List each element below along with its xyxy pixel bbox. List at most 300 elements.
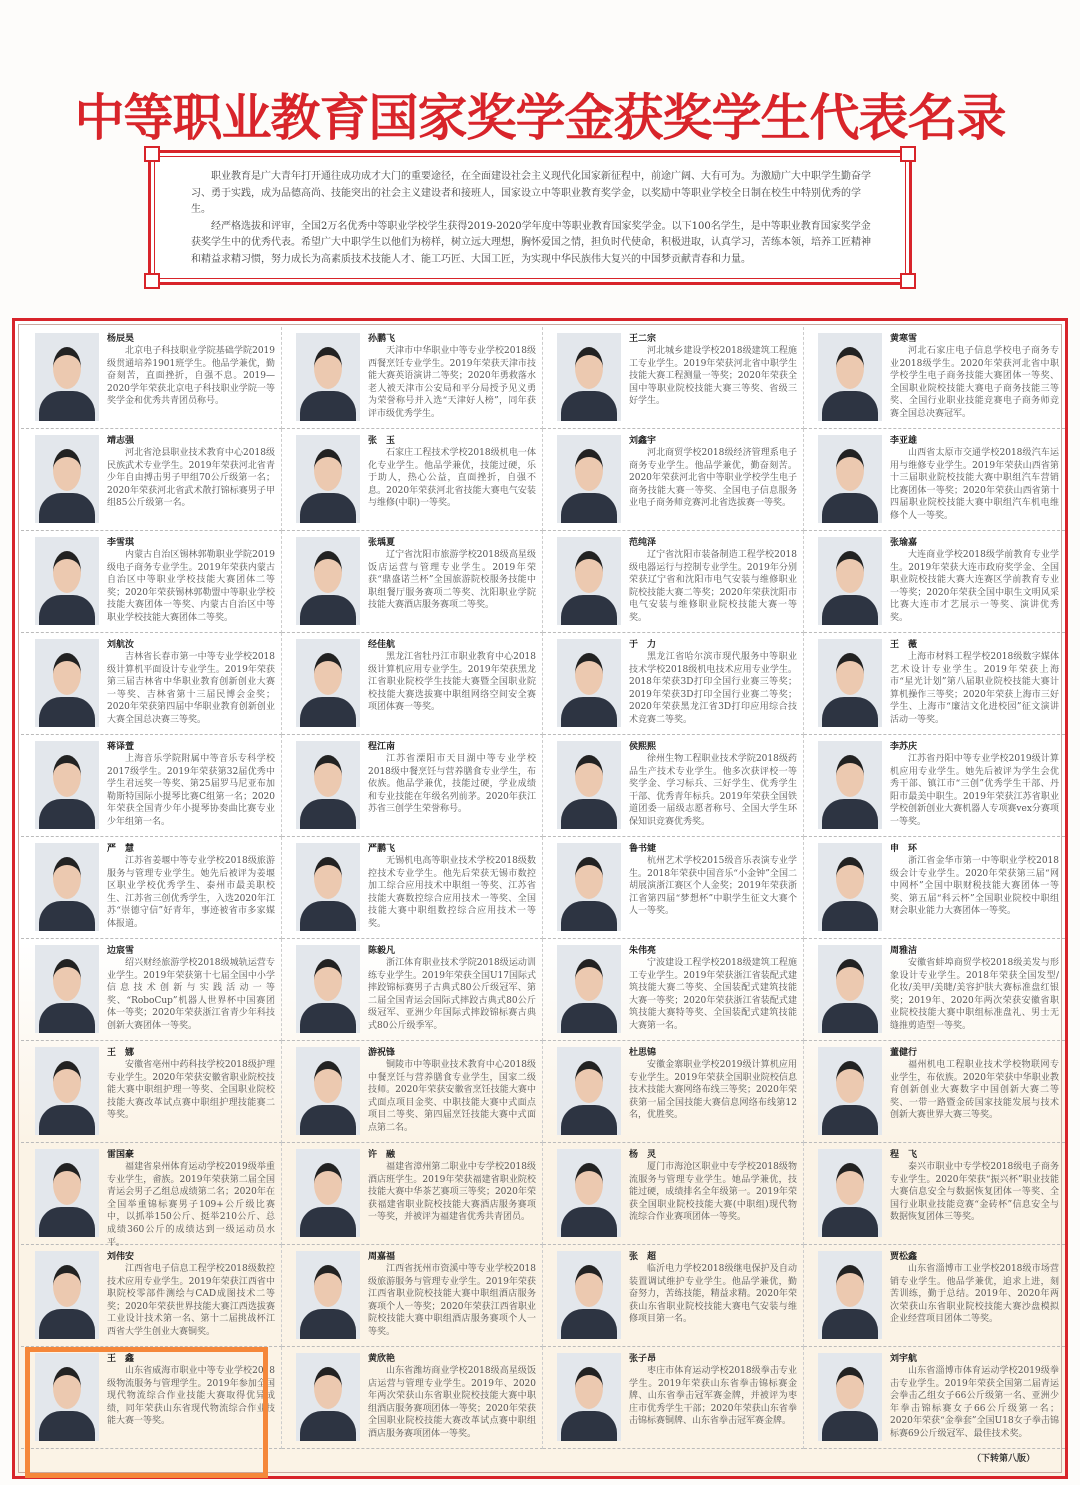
student-entry xyxy=(804,939,1065,1041)
student-photo xyxy=(557,435,621,523)
student-info xyxy=(368,741,536,816)
head-shape xyxy=(314,347,342,389)
student-photo xyxy=(818,945,882,1033)
student-name: 李雪琪 xyxy=(107,538,135,548)
student-bio: 山东省淄博市工业学校2018级市场营销专业学生。他品学兼优，追求上进，刻苦训练，勤于总结。2019年、2020年两次荣获山东省职业院校技能大赛沙盘模拟企业经营项目团体二等奖。 xyxy=(890,1264,1059,1325)
head-shape xyxy=(836,1367,864,1409)
student-bio: 河北商贸学校2018级经济管理系电子商务专业学生。他品学兼优，勤奋刻苦。2020年荣获河北省中等职业学校学生电子商务技能大赛一等奖、全国电子信息服务业电子商务师竞赛河北省选拔赛一等奖。 xyxy=(629,448,797,509)
student-bio: 枣庄市体育运动学校2018级拳击专业学生。2019年荣获山东省拳击锦标赛金牌、山东省拳击冠军赛金牌，并被评为枣庄市优秀学生干部；2020年荣获山东省拳击锦标赛铜牌、山东省拳击冠军赛金牌。 xyxy=(629,1366,797,1427)
shoulders-shape xyxy=(822,391,878,421)
student-name: 申 环 xyxy=(890,844,918,854)
shoulders-shape xyxy=(561,595,617,625)
student-bio: 厦门市海沧区职业中专学校2018级物流服务与管理专业学生。她品学兼优，技能过硬，成绩排名全年级第一。2019年荣获全国职业院校技能大赛(中职组)现代物流综合作业赛项团体一等奖。 xyxy=(629,1162,797,1223)
student-photo xyxy=(35,741,99,829)
head-shape xyxy=(314,1265,342,1307)
student-name: 靖志强 xyxy=(107,436,135,446)
shoulders-shape xyxy=(300,1105,356,1135)
student-photo xyxy=(35,1047,99,1135)
student-bio: 黑龙江省哈尔滨市现代服务中等职业技术学校2018级机电技术应用专业学生。2018年荣获3D打印全国行业赛三等奖；2019年荣获3D打印全国行业赛二等奖；2020年荣获黑龙江省3D打印应用综合技术竞赛二等奖。 xyxy=(629,652,797,725)
student-entry xyxy=(282,1347,543,1449)
head-shape xyxy=(53,1061,81,1103)
head-shape xyxy=(53,347,81,389)
student-photo xyxy=(818,843,882,931)
student-entry xyxy=(282,1143,543,1245)
head-shape xyxy=(575,1163,603,1205)
student-name: 王 薇 xyxy=(890,640,918,650)
student-bio: 福建省泉州体育运动学校2019级举重专业学生，畲族。2019年荣获第二届全国青运会男子乙组总成绩第二名；2020年在全国举重锦标赛男子109+公斤级比赛中，以抓举150公斤、挺举210公斤、总成绩360公斤的成绩达到一级运动员水平。 xyxy=(107,1162,275,1248)
student-grid xyxy=(21,327,1065,1449)
head-shape xyxy=(53,653,81,695)
shoulders-shape xyxy=(39,697,95,727)
student-list-frame xyxy=(12,318,1068,1479)
student-info xyxy=(629,741,797,829)
student-entry xyxy=(804,1143,1065,1245)
student-entry xyxy=(543,1245,804,1347)
student-name: 王二宗 xyxy=(629,334,657,344)
student-bio: 吉林省长春市第一中等专业学校2018级计算机平面设计专业学生。2019年荣获第三届吉林省中华职业教育创新创业大赛一等奖、吉林省第十三届民博会金奖；2020年荣获第四届中华职业教育创新创业大赛全国总决赛三等奖。 xyxy=(107,652,275,725)
student-photo xyxy=(557,1047,621,1135)
student-name: 鲁书婕 xyxy=(629,844,657,854)
student-name: 孙鹏飞 xyxy=(368,334,396,344)
student-info xyxy=(629,435,797,510)
student-info xyxy=(368,435,536,510)
student-photo xyxy=(557,1353,621,1441)
student-entry xyxy=(282,633,543,735)
shoulders-shape xyxy=(300,1411,356,1441)
corner-ornament xyxy=(900,146,916,162)
student-photo xyxy=(296,333,360,421)
student-info xyxy=(368,1149,536,1224)
student-name: 刘宇航 xyxy=(890,1354,918,1364)
shoulders-shape xyxy=(300,595,356,625)
student-photo xyxy=(818,1047,882,1135)
student-photo xyxy=(35,639,99,727)
student-photo xyxy=(557,945,621,1033)
student-name: 许 融 xyxy=(368,1150,396,1160)
student-entry xyxy=(543,327,804,429)
student-info xyxy=(368,537,536,612)
student-bio: 河北城乡建设学校2018级建筑工程施工专业学生。2019年荣获河北省中职学生技能大赛工程测量一等奖；2020年荣获全国中等职业院校技能大赛三等奖、省级三好学生。 xyxy=(629,346,797,407)
student-photo xyxy=(557,333,621,421)
student-photo xyxy=(296,945,360,1033)
student-entry xyxy=(543,939,804,1041)
student-info xyxy=(368,1251,536,1339)
student-photo xyxy=(35,435,99,523)
student-name: 周雅洁 xyxy=(890,946,918,956)
student-photo xyxy=(35,537,99,625)
student-name: 张 超 xyxy=(629,1252,657,1262)
student-bio: 江苏省丹阳中等专业学校2019级计算机应用专业学生。她先后被评为学生会优秀干部、镇江市“三创”优秀学生干部、丹阳市最美中职生。2019年荣获江苏省职业学校创新创业大赛机器人专项赛vex分赛项一等奖。 xyxy=(890,754,1059,827)
student-name: 张 玉 xyxy=(368,436,396,446)
head-shape xyxy=(314,755,342,797)
shoulders-shape xyxy=(822,1309,878,1339)
student-bio: 江苏省姜堰中等专业学校2018级旅游服务与管理专业学生。她先后被评为姜堰区职业学校优秀学生、泰州市最美职校生、江苏省三创优秀学生，入选2020年江苏“崇德守信”好青年，事迹被省市多家媒体报道。 xyxy=(107,856,275,929)
student-name: 贾松鑫 xyxy=(890,1252,918,1262)
student-photo xyxy=(818,1353,882,1441)
head-shape xyxy=(575,1061,603,1103)
student-info xyxy=(629,1149,797,1224)
student-entry xyxy=(543,1041,804,1143)
student-bio: 江苏省溧阳市天目湖中等专业学校2018级中餐烹饪与营养膳食专业学生，布依族。他品学兼优，技能过硬，学业成绩和专业技能在年级名列前茅。2020年获江苏省三创学生荣誉称号。 xyxy=(368,754,536,815)
student-name: 王 娜 xyxy=(107,1048,135,1058)
head-shape xyxy=(836,1265,864,1307)
shoulders-shape xyxy=(300,697,356,727)
head-shape xyxy=(575,1367,603,1409)
student-photo xyxy=(296,537,360,625)
student-entry xyxy=(21,633,282,735)
student-entry xyxy=(543,531,804,633)
student-entry xyxy=(804,1041,1065,1143)
student-bio: 山东省潍坊商业学校2018级高星级饭店运营与管理专业学生。2019年、2020年两次荣获山东省职业院校技能大赛中职组酒店服务赛项团体一等奖；2020年荣获全国职业院校技能大赛改革试点赛中职组酒店服务赛项团体一等奖。 xyxy=(368,1366,536,1439)
student-bio: 杭州艺术学校2015级音乐表演专业学生。2018年荣获中国音乐“小金钟”全国二胡展演浙江赛区个人金奖；2019年荣获浙江省第四届“梦想杯”中职学生征文大赛个人一等奖。 xyxy=(629,856,797,917)
student-bio: 铜陵市中等职业技术教育中心2018级中餐烹饪与营养膳食专业学生，国家二级技师。2020年荣获安徽省烹饪技能大赛中式面点项目金奖、中职技能大赛中式面点项目二等奖、第四届烹饪技能大赛中式面点第二名。 xyxy=(368,1060,536,1133)
student-photo xyxy=(35,1251,99,1339)
student-bio: 辽宁省沈阳市旅游学校2018级高星级饭店运营与管理专业学生。2019年荣获“鼎盛诺兰杯”全国旅游院校服务技能中职组餐厅服务赛项二等奖、沈阳职业学院技能大赛酒店服务赛项二等奖。 xyxy=(368,550,536,611)
student-info xyxy=(107,333,275,408)
student-name: 范纯泽 xyxy=(629,538,657,548)
student-photo xyxy=(818,741,882,829)
student-info xyxy=(890,1251,1059,1326)
head-shape xyxy=(836,857,864,899)
student-photo xyxy=(557,1251,621,1339)
student-bio: 福建省漳州第二职业中专学校2018级酒店班学生。2019年荣获福建省职业院校技能大赛中华茶艺赛项三等奖；2020年荣获福建省职业院校技能大赛酒店服务赛项一等奖，并被评为福建省优秀共青团员。 xyxy=(368,1162,536,1223)
student-info xyxy=(629,639,797,727)
shoulders-shape xyxy=(39,1003,95,1033)
student-bio: 河北省沧县职业技术教育中心2018级民族武术专业学生。2019年荣获河北省青少年自由搏击男子甲组70公斤级第一名；2020年荣获河北省武术散打锦标赛男子甲组85公斤级第一名。 xyxy=(107,448,275,509)
student-info xyxy=(629,945,797,1033)
student-info xyxy=(890,1353,1059,1441)
student-bio: 黑龙江省牡丹江市职业教育中心2018级计算机应用专业学生。2019年荣获黑龙江省职业院校学生技能大赛暨全国职业院校技能大赛选拔赛中职组网络空间安全赛项团体赛一等奖。 xyxy=(368,652,536,713)
student-name: 李亚雄 xyxy=(890,436,918,446)
student-name: 于 力 xyxy=(629,640,657,650)
head-shape xyxy=(314,959,342,1001)
student-entry xyxy=(282,531,543,633)
student-entry xyxy=(282,939,543,1041)
student-info xyxy=(107,945,275,1033)
student-bio: 上海音乐学院附属中等音乐专科学校2017级学生。2019年荣获第32届优秀中学生君远奖一等奖、第25届罗马尼亚布加勒斯特国际小提琴比赛C组第一名；2020年荣获全国青少年小提琴协奏曲比赛专业少年组第一名。 xyxy=(107,754,275,827)
head-shape xyxy=(836,755,864,797)
student-name: 蒋译萱 xyxy=(107,742,135,752)
student-name: 程江南 xyxy=(368,742,396,752)
student-info xyxy=(107,537,275,625)
student-photo xyxy=(296,1149,360,1237)
student-bio: 安徽省蚌埠商贸学校2018级美发与形象设计专业学生。2018年荣获全国发型/化妆/美甲/美睫/美容护肤大赛标准盘红银奖；2019年、2020年两次荣获安徽省职业院校技能大赛中职组标准盘礼、男士无缝推剪造型一等奖。 xyxy=(890,958,1059,1031)
student-info xyxy=(890,1047,1059,1122)
student-photo xyxy=(818,639,882,727)
student-photo xyxy=(557,639,621,727)
student-name: 侯熙熙 xyxy=(629,742,657,752)
head-shape xyxy=(53,1265,81,1307)
student-name: 朱伟亮 xyxy=(629,946,657,956)
head-shape xyxy=(53,857,81,899)
student-info xyxy=(368,333,536,421)
student-info xyxy=(890,1149,1059,1224)
student-bio: 泰兴市职业中专学校2018级电子商务专业学生。2020年荣获“振兴杯”职业技能大赛信息安全与数据恢复团体一等奖、全国行业职业技能竞赛“金砖杯”信息安全与数据恢复团体三等奖。 xyxy=(890,1162,1059,1223)
student-bio: 大连商业学校2018级学前教育专业学生。2019年荣获大连市政府奖学金、全国职业院校技能大赛大连赛区学前教育专业一等奖；2020年荣获全国中职生文明风采比赛大连市才艺展示一等奖、演讲优秀奖。 xyxy=(890,550,1059,623)
head-shape xyxy=(575,755,603,797)
shoulders-shape xyxy=(39,1207,95,1237)
head-shape xyxy=(836,347,864,389)
shoulders-shape xyxy=(822,493,878,523)
student-entry xyxy=(804,327,1065,429)
student-info xyxy=(368,639,536,714)
head-shape xyxy=(314,1367,342,1409)
head-shape xyxy=(53,755,81,797)
shoulders-shape xyxy=(39,391,95,421)
shoulders-shape xyxy=(39,799,95,829)
student-info xyxy=(368,1353,536,1441)
student-name: 游祝锋 xyxy=(368,1048,396,1058)
shoulders-shape xyxy=(822,697,878,727)
student-info xyxy=(107,1047,275,1122)
shoulders-shape xyxy=(561,799,617,829)
student-name: 张瑜嘉 xyxy=(890,538,918,548)
student-info xyxy=(890,843,1059,918)
student-entry xyxy=(282,735,543,837)
head-shape xyxy=(836,551,864,593)
student-entry xyxy=(21,1041,282,1143)
corner-ornament xyxy=(900,273,916,289)
student-bio: 绍兴财经旅游学校2018级城轨运营专业学生。2019年荣获第十七届全国中小学信息技术创新与实践活动一等奖、“RoboCup”机器人世界杯中国赛团体一等奖；2020年荣获浙江省青少年科技创新大赛团体一等奖。 xyxy=(107,958,275,1031)
shoulders-shape xyxy=(822,799,878,829)
student-entry xyxy=(804,1245,1065,1347)
student-name: 张子昂 xyxy=(629,1354,657,1364)
student-name: 刘鑫宇 xyxy=(629,436,657,446)
head-shape xyxy=(836,449,864,491)
student-name: 刘伟安 xyxy=(107,1252,135,1262)
student-info xyxy=(890,741,1059,829)
shoulders-shape xyxy=(300,1207,356,1237)
student-photo xyxy=(296,1047,360,1135)
student-bio: 临沂电力学校2018级继电保护及自动装置调试维护专业学生。他品学兼优，勤奋努力，苦练技能，精益求精。2020年荣获山东省职业院校技能大赛电气安装与维修项目第一名。 xyxy=(629,1264,797,1325)
shoulders-shape xyxy=(300,1309,356,1339)
student-bio: 内蒙古自治区锡林郭勒职业学院2019级电子商务专业学生。2019年荣获内蒙古自治区中等职业学校技能大赛团体二等奖；2020年荣获锡林郭勒盟中等职业学校技能大赛团体一等奖、内蒙古自治区中等职业学校技能大赛团体二等奖。 xyxy=(107,550,275,623)
student-info xyxy=(107,639,275,727)
student-info xyxy=(629,1251,797,1326)
student-name: 刘航汝 xyxy=(107,640,135,650)
student-info xyxy=(629,1353,797,1428)
student-info xyxy=(629,843,797,918)
shoulders-shape xyxy=(822,1105,878,1135)
student-info xyxy=(368,1047,536,1135)
student-info xyxy=(629,537,797,625)
student-info xyxy=(890,333,1059,421)
student-info xyxy=(890,639,1059,727)
corner-ornament xyxy=(144,273,160,289)
student-bio: 上海市材料工程学校2018级数字媒体艺术设计专业学生。2019年荣获上海市“星光计划”第八届职业院校技能大赛计算机操作三等奖；2020年荣获上海市三好学生、上海市“廉洁文化进校园”征文演讲活动一等奖。 xyxy=(890,652,1059,725)
student-photo xyxy=(818,1149,882,1237)
student-photo xyxy=(296,1251,360,1339)
student-entry xyxy=(21,1245,282,1347)
student-entry xyxy=(282,327,543,429)
shoulders-shape xyxy=(300,799,356,829)
student-entry xyxy=(804,531,1065,633)
student-info xyxy=(629,1047,797,1122)
shoulders-shape xyxy=(300,901,356,931)
shoulders-shape xyxy=(822,901,878,931)
student-entry xyxy=(21,531,282,633)
head-shape xyxy=(575,449,603,491)
head-shape xyxy=(575,959,603,1001)
head-shape xyxy=(836,1163,864,1205)
head-shape xyxy=(575,347,603,389)
student-entry xyxy=(282,429,543,531)
shoulders-shape xyxy=(822,1411,878,1441)
student-photo xyxy=(818,537,882,625)
student-entry xyxy=(543,429,804,531)
shoulders-shape xyxy=(561,493,617,523)
student-photo xyxy=(35,333,99,421)
head-shape xyxy=(53,1163,81,1205)
shoulders-shape xyxy=(561,1411,617,1441)
student-name: 边宸雪 xyxy=(107,946,135,956)
student-bio: 石家庄工程技术学校2018级机电一体化专业学生。他品学兼优，技能过硬，乐于助人，热心公益，直面挫折，自强不息。2020年荣获河北省技能大赛电气安装与维修(中职)一等奖。 xyxy=(368,448,536,509)
student-photo xyxy=(557,1149,621,1237)
student-bio: 浙江体育职业技术学院2018级运动训练专业学生。2019年荣获全国U17国际式摔跤锦标赛男子古典式80公斤级冠军、第二届全国青运会国际式摔跤古典式80公斤级冠军、亚洲少年国际式摔跤锦标赛古典式80公斤级季军。 xyxy=(368,958,536,1031)
student-name: 王 鑫 xyxy=(107,1354,135,1364)
student-bio: 福州机电工程职业技术学校物联网专业学生，布依族。2020年荣获中华职业教育创新创业大赛数字中国创新大赛二等奖、一带一路暨金砖国家技能发展与技术创新大赛世界大赛三等奖。 xyxy=(890,1060,1059,1121)
student-entry xyxy=(804,735,1065,837)
intro-paragraph: 经严格选拔和评审，全国2万名优秀中等职业学校学生获得2019-2020学年度中等职业教育国家奖学金。以下100名学生，是中等职业教育国家奖学金获奖学生中的优秀代表。希望广大中职学生以他们为榜样，树立远大理想，胸怀爱国之情，担负时代使命，积极进取，认真学习，苦练本领，培养工匠精神和精益求精习惯，努力成长为高素质技术技能人才、能工巧匠、大国工匠，为实现中华民族伟大复兴的中国梦贡献青春和力量。 xyxy=(191,220,871,265)
student-name: 严鹏飞 xyxy=(368,844,396,854)
shoulders-shape xyxy=(561,1207,617,1237)
student-entry xyxy=(21,1143,282,1248)
student-name: 张瑀夏 xyxy=(368,538,396,548)
student-info xyxy=(890,945,1059,1033)
page-title: 中等职业教育国家奖学金获奖学生代表名录 xyxy=(74,88,1006,147)
student-entry xyxy=(543,1143,804,1245)
student-info xyxy=(107,435,275,510)
student-bio: 北京电子科技职业学院基础学院2019级贯通培养1901班学生。他品学兼优，勤奋刻苦，直面挫折，自强不息。2019—2020学年荣获北京电子科技职业学院一等奖学金和优秀共青团员称号。 xyxy=(107,346,275,407)
student-entry xyxy=(543,633,804,735)
student-photo xyxy=(296,1353,360,1441)
student-name: 李苏庆 xyxy=(890,742,918,752)
student-bio: 河北石家庄电子信息学校电子商务专业2018级学生。2020年荣获河北省中职学校学生电子商务技能大赛团体一等奖、全国职业院校技能大赛电子商务技能三等奖、全国行业职业技能竞赛电子商务师竞赛全国总决赛冠军。 xyxy=(890,346,1059,419)
student-bio: 江西省抚州市资溪中等专业学校2018级旅游服务与管理专业学生。2019年荣获江西省职业院校技能大赛中职组酒店服务赛项个人一等奖；2020年荣获江西省职业院校技能大赛中职组酒店服务赛项个人一等奖。 xyxy=(368,1264,536,1337)
intro-box xyxy=(148,150,912,285)
shoulders-shape xyxy=(300,391,356,421)
student-info xyxy=(368,843,536,931)
student-name: 周嘉福 xyxy=(368,1252,396,1262)
student-bio: 辽宁省沈阳市装备制造工程学校2018级电器运行与控制专业学生。2019年分别荣获辽宁省和沈阳市电气安装与维修职业院校技能大赛二等奖；2020年荣获沈阳市电气安装与维修职业院校技能大赛一等奖。 xyxy=(629,550,797,623)
shoulders-shape xyxy=(561,1003,617,1033)
shoulders-shape xyxy=(39,1309,95,1339)
head-shape xyxy=(575,653,603,695)
head-shape xyxy=(314,1163,342,1205)
student-entry xyxy=(282,1245,543,1347)
student-entry xyxy=(282,1041,543,1143)
shoulders-shape xyxy=(39,595,95,625)
student-entry xyxy=(804,429,1065,531)
student-photo xyxy=(557,537,621,625)
shoulders-shape xyxy=(822,1003,878,1033)
student-photo xyxy=(35,945,99,1033)
shoulders-shape xyxy=(822,1207,878,1237)
corner-ornament xyxy=(144,146,160,162)
student-entry xyxy=(543,837,804,939)
student-photo xyxy=(557,741,621,829)
student-entry xyxy=(282,837,543,939)
head-shape xyxy=(836,1061,864,1103)
student-entry xyxy=(21,735,282,837)
shoulders-shape xyxy=(300,493,356,523)
student-entry xyxy=(21,939,282,1041)
student-info xyxy=(107,1149,275,1249)
shoulders-shape xyxy=(561,697,617,727)
shoulders-shape xyxy=(822,595,878,625)
student-entry xyxy=(21,327,282,429)
head-shape xyxy=(314,653,342,695)
head-shape xyxy=(836,653,864,695)
student-photo xyxy=(818,1251,882,1339)
shoulders-shape xyxy=(561,901,617,931)
student-info xyxy=(890,435,1059,523)
student-name: 董健行 xyxy=(890,1048,918,1058)
student-photo xyxy=(818,333,882,421)
student-photo xyxy=(818,435,882,523)
head-shape xyxy=(314,857,342,899)
student-photo xyxy=(557,843,621,931)
student-name: 雷国豪 xyxy=(107,1150,135,1160)
head-shape xyxy=(314,449,342,491)
student-bio: 天津市中华职业中等专业学校2018级西餐烹饪专业学生。2019年荣获天津市技能大赛英语演讲二等奖；2020年勇救落水老人被天津市公安局和平分局授予见义勇为荣誉称号并入选“天津好人榜”，同年获评市级优秀学生。 xyxy=(368,346,536,419)
head-shape xyxy=(53,449,81,491)
student-entry xyxy=(543,735,804,837)
intro-paragraph: 职业教育是广大青年打开通往成功成才大门的重要途径，在全面建设社会主义现代化国家新征程中，前途广阔、大有可为。为激励广大中职学生勤奋学习、勇于实践，成为品德高尚、技能突出的社会主义建设者和接班人，国家设立中等职业教育奖学金，以奖励中等职业学校全日制在校生中特别优秀的学生。 xyxy=(191,171,871,215)
continued-note: （下转第八版） xyxy=(971,1454,1035,1464)
student-entry xyxy=(804,837,1065,939)
student-entry xyxy=(804,1347,1065,1449)
student-bio: 江西省电子信息工程学校2018级数控技术应用专业学生。2019年荣获江西省中职院校零部件测绘与CAD成图技术二等奖；2020年荣获世界技能大赛江西选拔赛工业设计技术第一名、第十二届挑战杯江西省大学生创业大赛铜奖。 xyxy=(107,1264,275,1337)
head-shape xyxy=(575,1265,603,1307)
student-name: 杨 灵 xyxy=(629,1150,657,1160)
student-info xyxy=(107,741,275,829)
student-name: 黄寒雪 xyxy=(890,334,918,344)
head-shape xyxy=(836,959,864,1001)
student-photo xyxy=(296,639,360,727)
student-name: 杜思锦 xyxy=(629,1048,657,1058)
student-info xyxy=(107,1251,275,1339)
head-shape xyxy=(575,857,603,899)
student-info xyxy=(107,843,275,931)
student-bio: 徐州生物工程职业技术学院2018级药品生产技术专业学生。他多次获评校一等奖学金、学习标兵、三好学生、优秀学生干部、优秀青年标兵。2019年荣获全国铁道团委一届级志愿者称号、全国大学生环保知识竞赛优秀奖。 xyxy=(629,754,797,827)
student-photo xyxy=(296,435,360,523)
student-photo xyxy=(35,843,99,931)
shoulders-shape xyxy=(39,493,95,523)
student-photo xyxy=(35,1149,99,1237)
student-photo xyxy=(296,843,360,931)
student-name: 陈毅凡 xyxy=(368,946,396,956)
student-entry xyxy=(804,633,1065,735)
selection-highlight xyxy=(25,1347,268,1478)
student-info xyxy=(629,333,797,408)
student-info xyxy=(890,537,1059,625)
shoulders-shape xyxy=(561,1309,617,1339)
student-bio: 山东省威海市职业中等专业学校2018级物流服务与管理学生。2019年参加全国现代物流综合作业技能大赛取得优异成绩，同年荣获山东省现代物流综合作业技能大赛一等奖。 xyxy=(107,1366,275,1427)
shoulders-shape xyxy=(561,1105,617,1135)
student-name: 黄欣艳 xyxy=(368,1354,396,1364)
student-photo xyxy=(296,741,360,829)
head-shape xyxy=(314,1061,342,1103)
student-info xyxy=(368,945,536,1033)
student-bio: 宁波建设工程学校2018级建筑工程施工专业学生。2019年荣获浙江省装配式建筑技能大赛二等奖、全国装配式建筑技能大赛一等奖；2020年荣获浙江省装配式建筑技能大赛特等奖、全国装配式建筑技能大赛第一名。 xyxy=(629,958,797,1031)
student-bio: 无锡机电高等职业技术学校2018级数控技术专业学生。他先后荣获无锡市数控加工综合应用技术中职组一等奖、江苏省技能大赛数控综合应用技术一等奖、全国技能大赛中职组数控综合应用技术一等奖。 xyxy=(368,856,536,929)
head-shape xyxy=(53,551,81,593)
student-entry xyxy=(21,429,282,531)
shoulders-shape xyxy=(300,1003,356,1033)
head-shape xyxy=(314,551,342,593)
student-name: 经佳航 xyxy=(368,640,396,650)
